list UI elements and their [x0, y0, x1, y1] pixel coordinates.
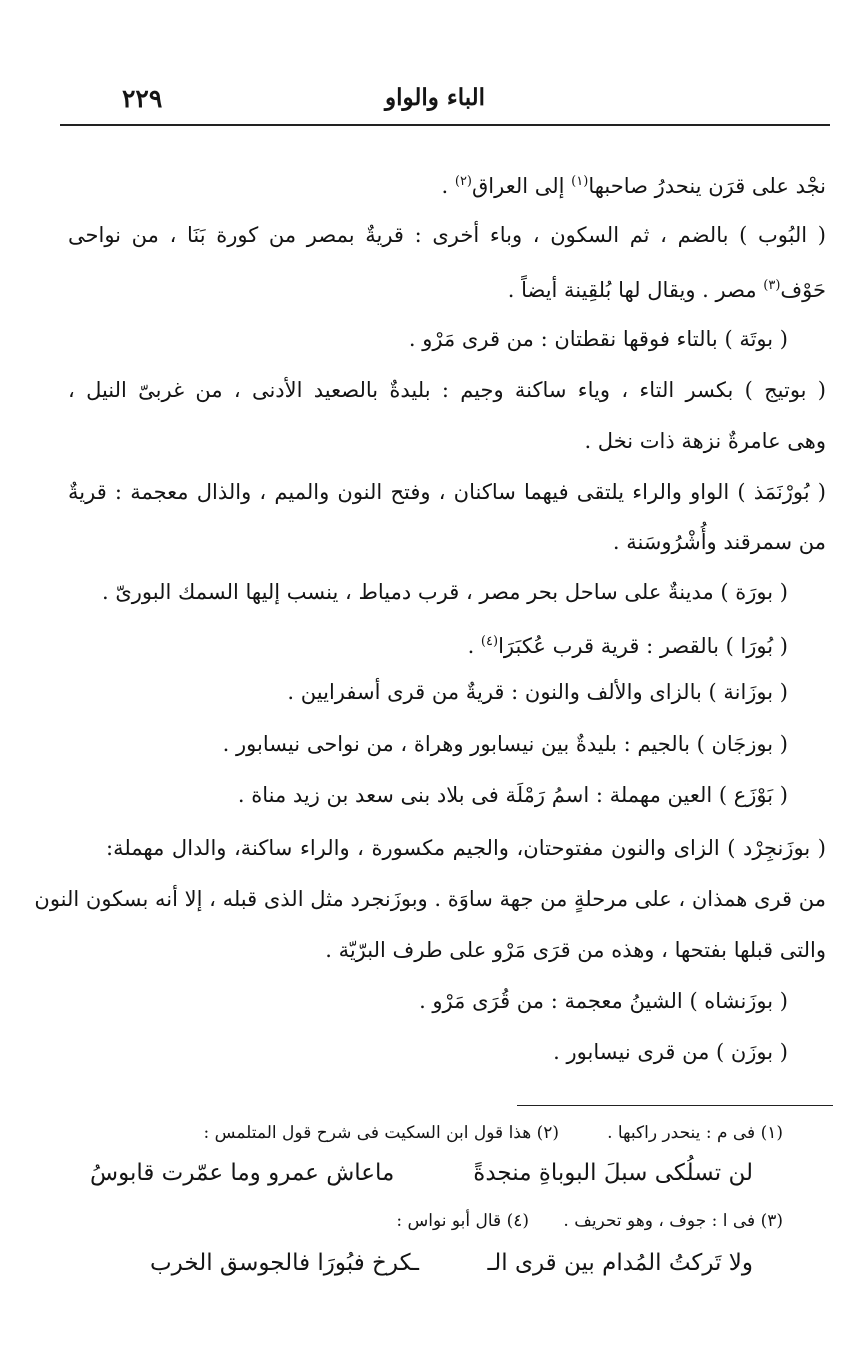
page-number: ٢٢٩ — [122, 84, 163, 113]
text-line: ( بوزَانة ) بالزاى والألف والنون : قريةٌ من قرى أسفرايين . — [287, 680, 788, 704]
verse-1-hemistich-b: ماعاش عمرو وما عمّرت قابوسُ — [90, 1160, 395, 1186]
text-line: ( بوزجَان ) بالجيم : بليدةٌ بين نيسابور وهراة ، من نواحى نيسابور . — [222, 732, 788, 756]
footnote-rule — [517, 1105, 833, 1106]
footnote-1: (١) فى م : ينحدر راكبها . — [607, 1123, 783, 1143]
text-line: ( بوزَنشاه ) الشينُ معجمة : من قُرَى مَرْو . — [419, 989, 788, 1013]
text-line: وهى عامرةٌ نزهة ذات نخل . — [584, 429, 826, 453]
footnote-4: (٤) قال أبو نواس : — [396, 1211, 529, 1231]
text-line: ( بورَة ) مدينةٌ على ساحل بحر مصر ، قرب دمياط ، ينسب إليها السمك البورىّ . — [101, 580, 788, 604]
running-head — [0, 84, 849, 118]
text-line: من سمرقند وأُشْرُوسَنة . — [612, 530, 826, 554]
text-line: ( بوتيج ) بكسر التاء ، وياء ساكنة وجيم : بليدةٌ بالصعيد الأدنى ، من غربىّ النيل ، — [68, 378, 826, 402]
text-line: والتى قبلها بفتحها ، وهذه من قرَى مَرْو على طرف البرّيّة . — [325, 938, 826, 962]
text-line: ( البُوب ) بالضم ، ثم السكون ، وباء أخرى : قريةٌ بمصر من كورة بَنَا ، من نواحى — [68, 223, 826, 247]
header-rule — [60, 124, 830, 126]
text-line: ( بَوْزَع ) العين مهملة : اسمُ رَمْلَة فى بلاد بنى سعد بن زيد مناة . — [237, 783, 788, 807]
text-line: ( بوتَة ) بالتاء فوقها نقطتان : من قرى مَرْو . — [408, 327, 788, 351]
verse-1-hemistich-a: لن تسلُكى سبلَ البوباةِ منجدةً — [473, 1160, 753, 1186]
text-line: ( بُورْنَمَذ ) الواو والراء يلتقى فيهما ساكنان ، وفتح النون والميم ، والذال معجمة : قريةٌ — [68, 480, 826, 504]
verse-2-hemistich-a: ولا تَركتُ المُدام بين قرى الـ — [487, 1250, 753, 1276]
text-line: من قرى همذان ، على مرحلةٍ من جهة ساوَة . وبوزَنجرد مثل الذى قبله ، إلا أنه بسكون النون — [34, 887, 826, 911]
verse-2-hemistich-b: ـكرخ فبُورَا فالجوسق الخرب — [150, 1250, 420, 1276]
running-title: الباء والواو — [385, 84, 486, 111]
footnote-3: (٣) فى ا : جوف ، وهو تحريف . — [563, 1211, 783, 1231]
text-line: نجْد على قرَن ينحدرُ صاحبها$^{(١)}$ إلى العراق$^{(٢)}$ . — [441, 174, 826, 198]
text-line: ( بُورَا ) بالقصر : قرية قرب عُكبَرَا$^{(٤)}$ . — [467, 634, 788, 658]
text-line: ( بوزَن ) من قرى نيسابور . — [553, 1040, 788, 1064]
text-line: ( بوزَنجِرْد ) الزاى والنون مفتوحتان، والجيم مكسورة ، والراء ساكنة، والدال مهملة: — [106, 836, 826, 860]
footnote-2: (٢) هذا قول ابن السكيت فى شرح قول المتلمس : — [203, 1123, 559, 1143]
text-line: حَوْف$^{(٣)}$ مصر . ويقال لها بُلقِينة أيضاً . — [507, 278, 826, 302]
